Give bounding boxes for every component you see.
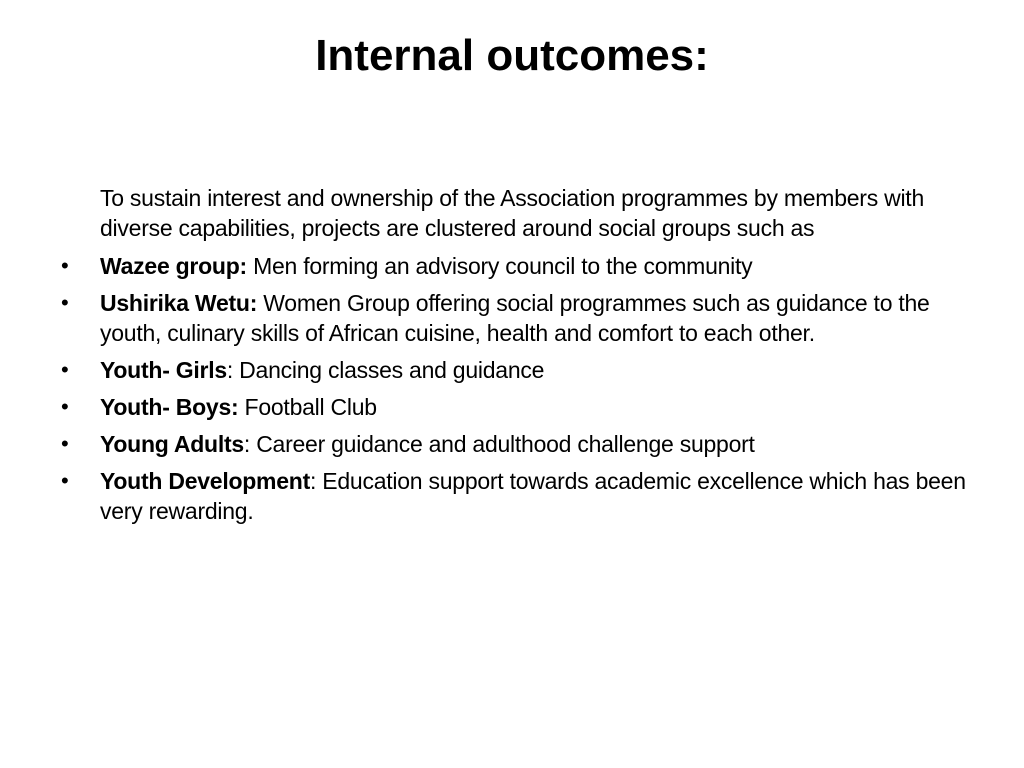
bullet-item-young-adults	[61, 429, 980, 459]
bullet-term: Wazee group:	[100, 253, 247, 279]
bullet-item-youth-girls	[61, 355, 980, 385]
bullet-list	[61, 251, 980, 526]
bullet-description: : Career guidance and adulthood challenge support	[243, 431, 755, 457]
bullet-description: : Education support towards academic excellence which has been very rewarding.	[100, 468, 966, 524]
bullet-icon: •	[61, 468, 69, 493]
bullet-icon: •	[61, 290, 69, 315]
bullet-icon: •	[61, 394, 69, 419]
bullet-item-wazee-group	[61, 251, 980, 281]
bullet-icon: •	[61, 253, 69, 278]
bullet-description: Men forming an advisory council to the community	[246, 253, 753, 279]
bullet-term: Youth- Boys:	[100, 394, 239, 420]
bullet-icon: •	[61, 357, 69, 382]
bullet-term: Youth- Girls	[100, 357, 227, 383]
bullet-description: : Dancing classes and guidance	[226, 357, 545, 383]
bullet-item-ushirika-wetu	[61, 288, 980, 348]
bullet-term: Ushirika Wetu:	[100, 290, 258, 316]
slide-title: Internal outcomes:	[315, 31, 709, 80]
bullet-description: Women Group offering social programmes such as guidance to the youth, culinary skills of African cuisine, health and comfort to each other.	[100, 290, 930, 346]
bullet-item-youth-development	[61, 466, 980, 526]
bullet-term: Young Adults	[100, 431, 244, 457]
bullet-term: Youth Development	[100, 468, 311, 494]
intro-paragraph: To sustain interest and ownership of the Association programmes by members with diverse capabilities, projects are clustered around social groups such as	[100, 185, 924, 241]
bullet-icon: •	[61, 431, 69, 456]
bullet-item-youth-boys	[61, 392, 980, 422]
slide-body	[61, 183, 980, 533]
bullet-description: Football Club	[238, 394, 377, 420]
